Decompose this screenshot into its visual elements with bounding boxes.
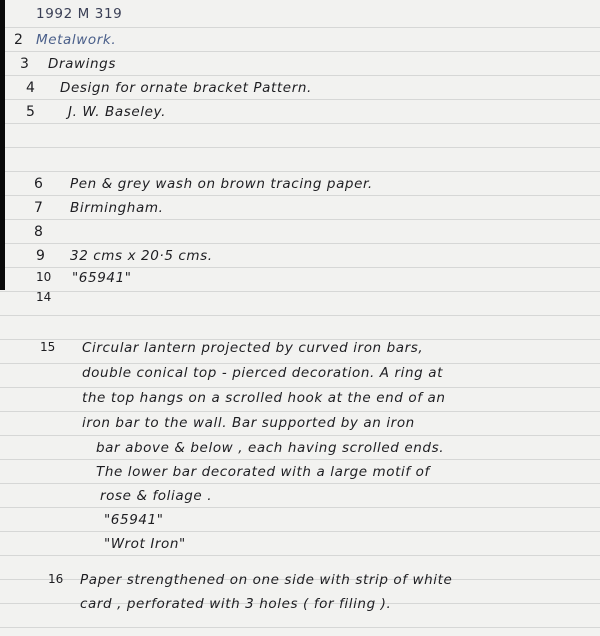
field-number: 8: [34, 224, 43, 240]
field-artist: J. W. Baseley.: [68, 104, 166, 120]
description-line: double conical top - pierced decoration. A ring at: [82, 365, 444, 381]
field-number: 14: [36, 290, 52, 304]
field-number: 2: [14, 32, 23, 48]
description-line: rose & foliage .: [100, 488, 213, 504]
description-line: "65941": [104, 512, 164, 528]
scan-edge-shadow: [0, 0, 5, 290]
field-medium: Pen & grey wash on brown tracing paper.: [70, 176, 373, 192]
description-line: iron bar to the wall. Bar supported by an iron: [82, 415, 415, 431]
field-department: Metalwork.: [36, 32, 117, 48]
condition-line: card , perforated with 3 holes ( for filing ).: [80, 596, 392, 612]
description-line: The lower bar decorated with a large motif of: [96, 464, 430, 480]
field-title: Design for ornate bracket Pattern.: [60, 80, 312, 96]
field-number: 7: [34, 200, 43, 216]
field-number: 9: [36, 248, 45, 264]
field-number: 15: [40, 340, 56, 354]
description-line: "Wrot Iron": [104, 536, 186, 552]
description-line: Circular lantern projected by curved iron bars,: [82, 340, 424, 356]
record-header: 1992 M 319: [36, 6, 123, 22]
field-category: Drawings: [48, 56, 116, 72]
description-line: the top hangs on a scrolled hook at the end of an: [82, 390, 446, 406]
field-number: 16: [48, 572, 64, 586]
field-number: 6: [34, 176, 43, 192]
field-number: 10: [36, 270, 52, 284]
condition-line: Paper strengthened on one side with strip of white: [80, 572, 453, 588]
field-number: 5: [26, 104, 35, 120]
field-number: 3: [20, 56, 29, 72]
field-place: Birmingham.: [70, 200, 164, 216]
field-inscription: "65941": [72, 270, 132, 286]
field-dimensions: 32 cms x 20·5 cms.: [70, 248, 213, 264]
field-number: 4: [26, 80, 35, 96]
description-line: bar above & below , each having scrolled ends.: [96, 440, 445, 456]
